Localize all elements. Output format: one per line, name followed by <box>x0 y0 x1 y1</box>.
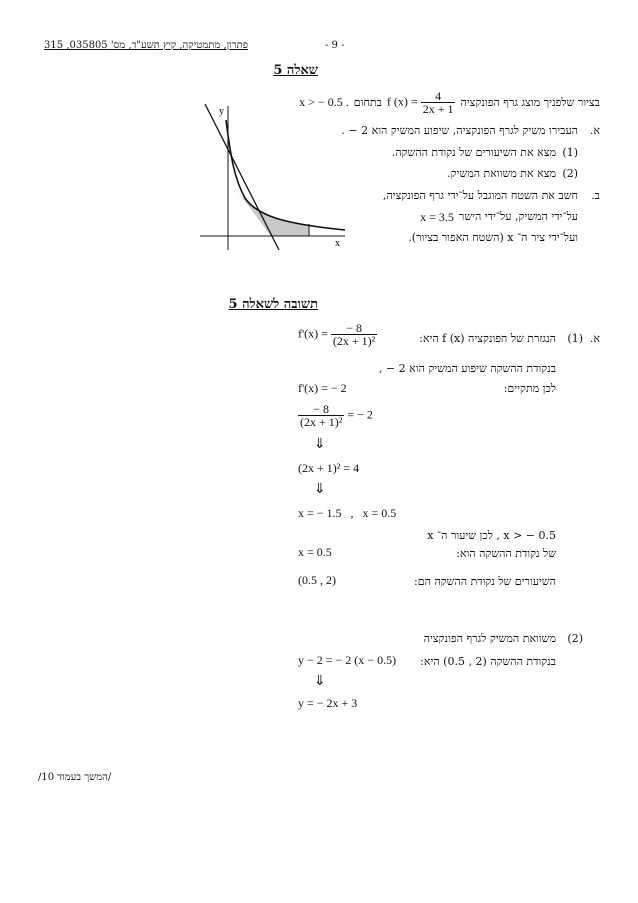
tangent-eq-1: y − 2 = − 2 (x − 0.5) <box>298 653 397 667</box>
part-b-line2 <box>420 210 578 225</box>
answer-a-letter: א. <box>589 332 600 345</box>
function-graph <box>195 100 355 252</box>
part-b-line3: ועל־ידי ציר ה־ x (השטח האפור בציור). <box>408 231 578 244</box>
derivative-text: הנגזרת של הפונקציה f (x) היא: <box>419 332 556 345</box>
part-a1-num: (1) <box>562 146 578 159</box>
tangent-slope-text: בנקודת ההשקה שיפוע המשיק הוא 2 − , <box>378 362 556 375</box>
tangent-line <box>205 104 279 250</box>
part-b-line1: חשב את השטח המוגבל על־ידי גרף הפונקציה, <box>382 189 578 202</box>
shaded-area <box>232 184 309 236</box>
eq2-fraction <box>298 403 344 428</box>
answer-title: תשובה לשאלה 5 <box>228 297 318 312</box>
part-a-letter: א. <box>589 124 600 137</box>
point-eq: (0.5 , 2) <box>298 573 336 587</box>
condition-text: x > − 0.5 , לכן שיעור ה־ x <box>427 529 556 542</box>
part-b-line2-text: על־ידי המשיק, על־ידי הישר <box>458 210 578 223</box>
header-course-info: פתרון, מתמטיקה, קיץ תשע"ד, מס' 035805, 315 <box>44 40 248 51</box>
eq-squared: (2x + 1)² = 4 <box>298 461 360 475</box>
derivative-lhs: f'(x) = <box>298 326 328 341</box>
intro-domain-text: בתחום <box>353 96 382 109</box>
implies-arrow-3: ⇓ <box>314 673 326 689</box>
derivative-numerator: − 8 <box>331 322 377 335</box>
answer-a2-num: (2) <box>567 632 583 645</box>
eq2-numerator: − 8 <box>298 403 344 416</box>
derivative-fraction <box>331 322 377 347</box>
intro-fraction-denominator: 2x + 1 <box>422 102 454 116</box>
x-axis-label: x <box>335 238 340 249</box>
part-b-letter: ב. <box>591 189 600 202</box>
intro-function-lhs: f (x) = <box>386 94 418 109</box>
function-curve <box>226 120 345 230</box>
x-coord-eq: x = 0.5 <box>298 545 332 559</box>
implies-arrow-1: ⇓ <box>314 436 326 452</box>
part-a2-num: (2) <box>562 167 578 180</box>
footer-continue: /המשך בעמוד 10/ <box>38 772 112 783</box>
implies-arrow-2: ⇓ <box>314 481 326 497</box>
part-a-text: העבירו משיק לגרף הפונקציה, שיפוע המשיק הוא 2 − . <box>341 124 578 137</box>
x-coord-text: של נקודת ההשקה הוא: <box>456 547 556 560</box>
answer-a2-title: משוואת המשיק לגרף הפונקציה <box>423 632 556 645</box>
therefore-text: לכן מתקיים: <box>503 382 556 395</box>
derivative-denominator: (2x + 1)² <box>332 334 376 348</box>
part-b-line2-eq: x = 3.5 <box>420 210 454 224</box>
intro-fraction <box>421 90 456 115</box>
question-title: שאלה 5 <box>273 63 318 78</box>
eq-solutions: x = − 1.5 , x = 0.5 <box>298 506 397 520</box>
eq-fraction-equals <box>298 403 373 428</box>
y-axis-label: y <box>219 106 224 117</box>
answer-a2-line-text: בנקודת ההשקה (2 , 0.5) היא: <box>420 655 556 668</box>
eq2-rhs: = − 2 <box>347 407 373 422</box>
eq2-denominator: (2x + 1)² <box>300 415 343 429</box>
page-number: - 9 - <box>325 40 345 51</box>
derivative-eq <box>298 322 377 347</box>
part-a1-text: מצא את השיעורים של נקודת ההשקה. <box>391 146 556 159</box>
intro-function <box>387 90 456 115</box>
tangent-eq-2: y = − 2x + 3 <box>298 696 358 710</box>
intro-fraction-numerator: 4 <box>421 90 456 103</box>
point-text: השיעורים של נקודת ההשקה הם: <box>414 575 556 588</box>
intro-text: בציור שלפניך מוצג גרף הפונקציה <box>460 96 600 109</box>
eq-f-prime: f'(x) = − 2 <box>298 381 347 395</box>
intro-domain: x > − 0.5 . <box>299 95 349 109</box>
answer-a1-num: (1) <box>567 332 583 345</box>
part-a2-text: מצא את משוואת המשיק. <box>447 167 556 180</box>
